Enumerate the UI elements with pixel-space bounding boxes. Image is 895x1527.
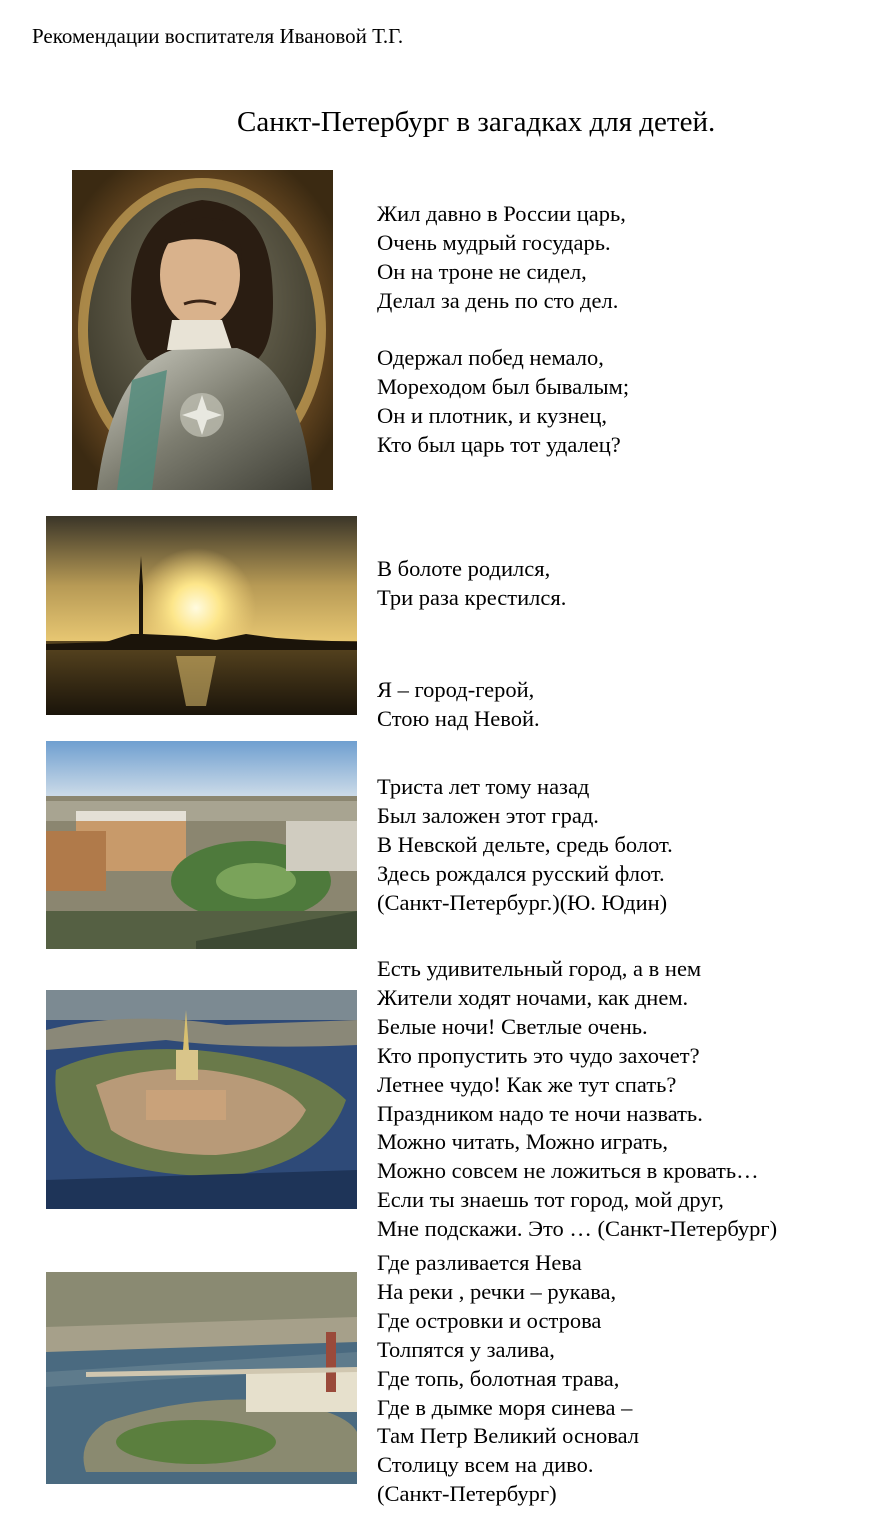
- author-note: Рекомендации воспитателя Ивановой Т.Г.: [32, 24, 404, 48]
- riddle-line: Где топь, болотная трава,: [377, 1365, 620, 1391]
- riddle-line: Столицу всем на диво.: [377, 1452, 594, 1478]
- riddle-line: Где разливается Нева: [377, 1250, 582, 1275]
- riddle-line: Есть удивительный город, а в нем: [377, 956, 702, 981]
- riddle-line: Я – город-герой,: [377, 677, 535, 702]
- riddle-line: Три раза крестился.: [377, 584, 567, 610]
- peter-paul-fortress-aerial: [46, 990, 357, 1209]
- page-title: Санкт-Петербург в загадках для детей.: [237, 106, 716, 138]
- riddle-line: Праздником надо те ночи назвать.: [377, 1100, 703, 1126]
- riddle-line: Был заложен этот град.: [377, 802, 599, 828]
- riddle-line: В болоте родился,: [377, 556, 551, 581]
- riddle-line: Триста лет тому назад: [377, 774, 590, 799]
- sunset-peter-paul-spire: [46, 516, 357, 715]
- riddle-line: Где в дымке моря синева –: [377, 1394, 633, 1420]
- peter-the-great-portrait: [72, 170, 333, 490]
- riddle-line: Он на троне не сидел,: [377, 258, 587, 284]
- riddle-line: Если ты знаешь тот город, мой друг,: [377, 1187, 724, 1213]
- riddle-line: Можно совсем не ложиться в кровать…: [377, 1158, 759, 1184]
- riddle-line: Мне подскажи. Это … (Санкт-Петербург): [377, 1216, 778, 1242]
- riddle-line: Летнее чудо! Как же тут спать?: [377, 1071, 677, 1097]
- riddle-line: Жил давно в России царь,: [377, 201, 626, 226]
- riddle-line: Кто был царь тот удалец?: [377, 431, 621, 457]
- riddle-stanza: [377, 200, 626, 316]
- riddle-line: Толпятся у залива,: [377, 1336, 555, 1362]
- riddle-stanza: [377, 1249, 639, 1509]
- riddle-line: Очень мудрый государь.: [377, 229, 611, 255]
- riddle-line: (Санкт-Петербург.)(Ю. Юдин): [377, 889, 668, 915]
- riddle-line: На реки , речки – рукава,: [377, 1278, 617, 1304]
- riddle-line: Жители ходят ночами, как днем.: [377, 984, 689, 1010]
- vasilievsky-spit-aerial: [46, 1272, 357, 1484]
- riddle-line: Делал за день по сто дел.: [377, 287, 619, 313]
- riddle-line: (Санкт-Петербург): [377, 1481, 557, 1507]
- riddle-stanza: [377, 344, 629, 460]
- riddle-line: Там Петр Великий основал: [377, 1423, 639, 1449]
- riddle-line: Кто пропустить это чудо захочет?: [377, 1042, 700, 1068]
- riddle-stanza: [377, 555, 566, 613]
- riddle-stanza: [377, 773, 673, 918]
- riddle-line: Где островки и острова: [377, 1307, 602, 1333]
- riddle-line: Он и плотник, и кузнец,: [377, 402, 608, 428]
- riddle-line: Можно читать, Можно играть,: [377, 1129, 669, 1155]
- riddle-line: Мореходом был бывалым;: [377, 373, 630, 399]
- riddle-line: Здесь рождался русский флот.: [377, 860, 665, 886]
- city-panorama-square: [46, 741, 357, 949]
- riddle-stanza: [377, 676, 540, 734]
- riddle-stanza: [377, 955, 777, 1244]
- riddle-line: Стою над Невой.: [377, 705, 540, 731]
- riddle-line: Белые ночи! Светлые очень.: [377, 1013, 648, 1039]
- riddle-line: Одержал побед немало,: [377, 345, 604, 370]
- riddle-line: В Невской дельте, средь болот.: [377, 831, 673, 857]
